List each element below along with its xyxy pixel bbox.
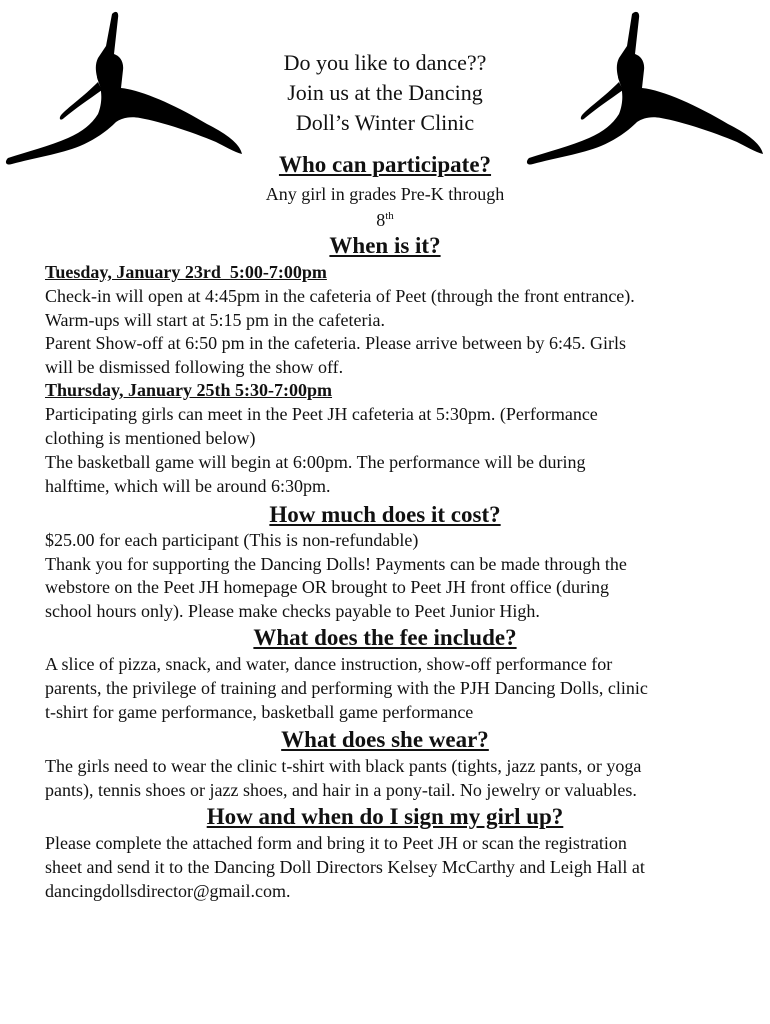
wear-line: The girls need to wear the clinic t-shirt with black pants (tights, jazz pants, or yoga (45, 756, 642, 776)
cost-line: school hours only). Please make checks payable to Peet Junior High. (45, 601, 540, 621)
heading-fee-include: What does the fee include? (253, 625, 517, 650)
tuesday-line: will be dismissed following the show off. (45, 357, 344, 377)
tuesday-date: Tuesday, January 23rd 5:00-7:00pm (45, 262, 327, 282)
heading-cost: How much does it cost? (269, 502, 501, 527)
heading-when-is-it: When is it? (329, 233, 441, 258)
cost-line: Thank you for supporting the Dancing Dolls! Payments can be made through the (45, 554, 627, 574)
title-line-3: Doll’s Winter Clinic (295, 110, 475, 135)
wear-line: pants), tennis shoes or jazz shoes, and hair in a pony-tail. No jewelry or valuables. (45, 780, 637, 800)
thursday-line: The basketball game will begin at 6:00pm. The performance will be during (45, 452, 586, 472)
title-line-1: Do you like to dance?? (283, 50, 487, 75)
heading-sign-up: How and when do I sign my girl up? (206, 804, 564, 829)
fee-line: t-shirt for game performance, basketball game performance (45, 702, 474, 722)
thursday-line: Participating girls can meet in the Peet JH cafeteria at 5:30pm. (Performance (45, 404, 598, 424)
cost-line: $25.00 for each participant (This is non-refundable) (45, 530, 419, 550)
heading-who-can-participate: Who can participate? (278, 152, 492, 177)
fee-line: A slice of pizza, snack, and water, dance instruction, show-off performance for (45, 654, 613, 674)
grade-number: 8 (376, 210, 386, 230)
tuesday-line: Warm-ups will start at 5:15 pm in the cafeteria. (45, 310, 385, 330)
cost-line: webstore on the Peet JH homepage OR brought to Peet JH front office (during (45, 577, 610, 597)
signup-line: sheet and send it to the Dancing Doll Directors Kelsey McCarthy and Leigh Hall at (45, 857, 645, 877)
participate-text: Any girl in grades Pre-K through (265, 184, 505, 204)
tuesday-line: Check-in will open at 4:45pm in the cafeteria of Peet (through the front entrance). (45, 286, 635, 306)
thursday-line: clothing is mentioned below) (45, 428, 256, 448)
signup-line: Please complete the attached form and bring it to Peet JH or scan the registration (45, 833, 627, 853)
title-line-2: Join us at the Dancing (287, 80, 483, 105)
signup-line: dancingdollsdirector@gmail.com. (45, 881, 291, 901)
thursday-line: halftime, which will be around 6:30pm. (45, 476, 331, 496)
heading-what-to-wear: What does she wear? (281, 727, 489, 752)
tuesday-line: Parent Show-off at 6:50 pm in the cafeteria. Please arrive between by 6:45. Girls (45, 333, 626, 353)
participate-grade (0, 206, 770, 230)
fee-line: parents, the privilege of training and performing with the PJH Dancing Dolls, clinic (45, 678, 648, 698)
thursday-date: Thursday, January 25th 5:30-7:00pm (45, 380, 333, 400)
grade-suffix: th (385, 210, 394, 222)
flyer-title (250, 48, 520, 138)
